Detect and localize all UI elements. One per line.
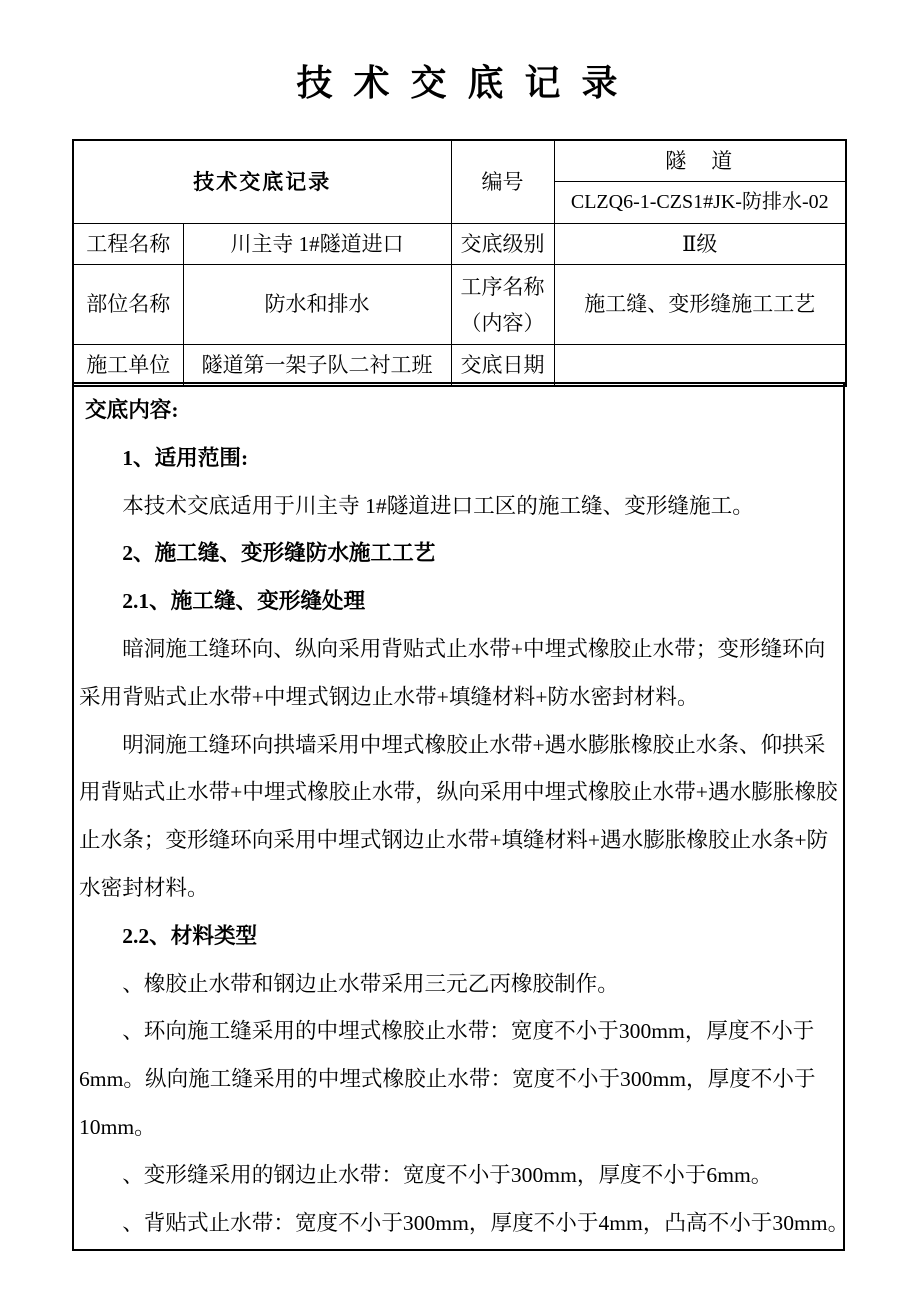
content-line: 明洞施工缝环向拱墙采用中埋式橡胶止水带+遇水膨胀橡胶止水条、仰拱采 bbox=[122, 732, 826, 757]
process-value-cell: 施工缝、变形缝施工工艺 bbox=[554, 265, 846, 345]
content-line: 本技术交底适用于川主寺 1#隧道进口工区的施工缝、变形缝施工。 bbox=[122, 493, 754, 518]
content-line: 、背贴式止水带：宽度不小于300mm，厚度不小于4mm，凸高不小于30mm。 bbox=[122, 1210, 850, 1235]
document-title: 技 术 交 底 记 录 bbox=[296, 63, 624, 103]
content-line: 采用背贴式止水带+中埋式钢边止水带+填缝材料+防水密封材料。 bbox=[79, 684, 699, 709]
process-label-line2: （内容） bbox=[460, 310, 545, 335]
content-line: 1、适用范围: bbox=[122, 445, 249, 470]
record-title-cell: 技术交底记录 bbox=[73, 140, 451, 224]
date-value-cell bbox=[554, 345, 846, 386]
content-line: 2.2、材料类型 bbox=[122, 923, 258, 948]
header-row-number bbox=[73, 140, 846, 224]
content-line: 止水条；变形缝环向采用中埋式钢边止水带+填缝材料+遇水膨胀橡胶止水条+防 bbox=[79, 828, 829, 853]
content-line: 、橡胶止水带和钢边止水带采用三元乙丙橡胶制作。 bbox=[122, 971, 619, 996]
header-row-project bbox=[73, 224, 846, 265]
content-heading: 交底内容: bbox=[85, 398, 179, 422]
number-label-cell: 编号 bbox=[451, 140, 554, 224]
content-line: 水密封材料。 bbox=[79, 875, 209, 900]
header-row-part bbox=[73, 265, 846, 345]
content-line: 用背贴式止水带+中埋式橡胶止水带，纵向采用中埋式橡胶止水带+遇水膨胀橡胶 bbox=[79, 780, 838, 805]
project-label-cell: 工程名称 bbox=[73, 224, 183, 265]
number-value: CLZQ6-1-CZS1#JK-防排水-02 bbox=[570, 191, 829, 213]
number-value-cell bbox=[554, 140, 846, 224]
content-line: 、环向施工缝采用的中埋式橡胶止水带：宽度不小于300mm，厚度不小于 bbox=[122, 1019, 815, 1044]
process-label-line1: 工序名称 bbox=[460, 274, 545, 299]
content-line: 2.1、施工缝、变形缝处理 bbox=[122, 589, 366, 614]
unit-label-cell: 施工单位 bbox=[73, 345, 183, 386]
part-label-cell: 部位名称 bbox=[73, 265, 183, 345]
date-label-cell: 交底日期 bbox=[451, 345, 554, 386]
level-label-cell: 交底级别 bbox=[451, 224, 554, 265]
unit-value-cell: 隧道第一架子队二衬工班 bbox=[183, 345, 451, 386]
part-value-cell: 防水和排水 bbox=[183, 265, 451, 345]
content-line: 2、施工缝、变形缝防水施工工艺 bbox=[122, 541, 436, 566]
content-line: 6mm。纵向施工缝采用的中埋式橡胶止水带：宽度不小于300mm，厚度不小于 bbox=[79, 1067, 816, 1092]
header-table bbox=[72, 139, 847, 387]
process-label-cell bbox=[451, 265, 554, 345]
content-line: 、变形缝采用的钢边止水带：宽度不小于300mm，厚度不小于6mm。 bbox=[122, 1162, 773, 1187]
content-line: 暗洞施工缝环向、纵向采用背贴式止水带+中埋式橡胶止水带；变形缝环向 bbox=[122, 636, 826, 661]
content-line: 10mm。 bbox=[79, 1114, 156, 1139]
project-value-cell: 川主寺 1#隧道进口 bbox=[183, 224, 451, 265]
content-box bbox=[72, 382, 850, 1251]
level-value-cell: Ⅱ级 bbox=[554, 224, 846, 265]
number-category: 隧 道 bbox=[555, 141, 846, 182]
header-row-unit bbox=[73, 345, 846, 386]
